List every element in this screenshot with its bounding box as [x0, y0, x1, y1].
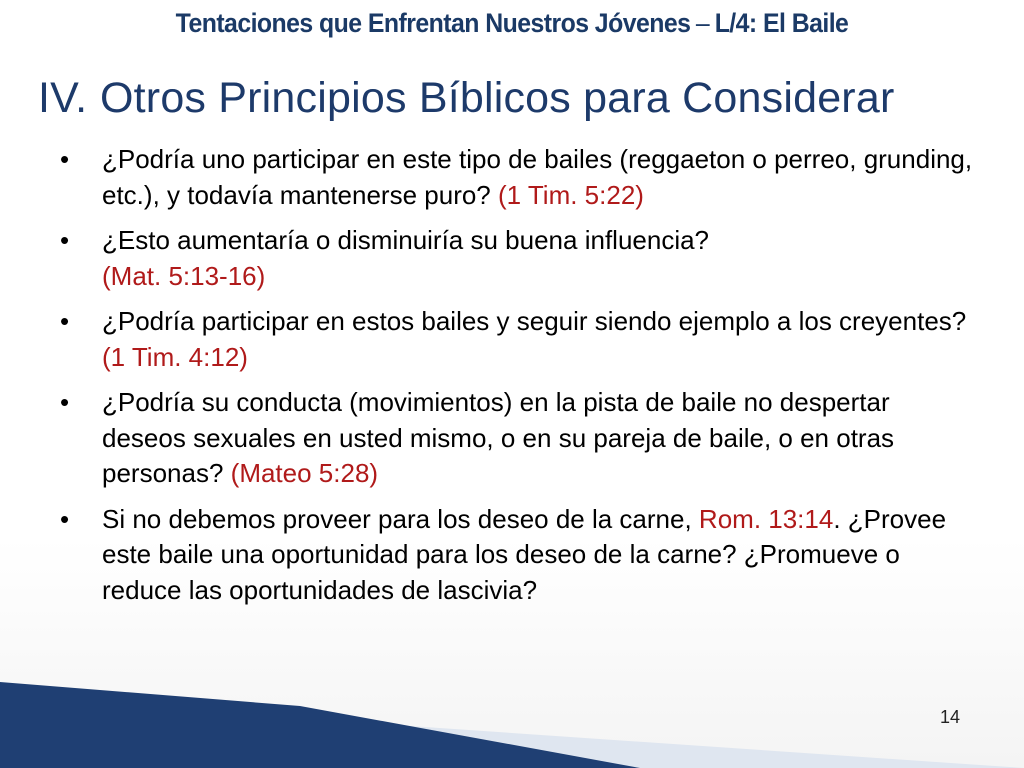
- scripture-reference: (1 Tim. 5:22): [498, 179, 644, 210]
- bullet-text: ¿Podría participar en estos bailes y seguir siendo ejemplo a los creyentes?: [102, 306, 967, 336]
- bullet-icon: •: [60, 144, 70, 174]
- scripture-reference: (1 Tim. 4:12): [102, 341, 248, 372]
- page-title: [38, 74, 894, 123]
- bullet-item: [60, 223, 980, 294]
- bullet-icon: •: [60, 387, 70, 417]
- section-title: Otros Principios Bíblicos para Considerar: [100, 74, 895, 122]
- bullet-icon: •: [60, 225, 70, 255]
- bullet-item: [60, 502, 980, 609]
- section-number: IV.: [38, 74, 88, 122]
- bullet-text: ¿Podría su conducta (movimientos) en la pista de baile no despertar deseos sexuales en usted mismo, o en su pareja de baile, o en otras personas?: [102, 387, 895, 488]
- bullet-icon: •: [60, 503, 70, 534]
- lesson-title: L/4: El Baile: [714, 8, 849, 38]
- scripture-reference: (Mateo 5:28): [230, 458, 379, 488]
- header-dash: –: [695, 8, 710, 38]
- bullet-text: ¿Esto aumentaría o disminuiría su buena influencia?: [102, 225, 710, 255]
- bullet-text: ¿Podría uno participar en este tipo de bailes (reggaeton o perreo, grunding, etc.), y todavía mantenerse puro?: [102, 144, 973, 210]
- slide-header: [41, 8, 983, 39]
- bullet-item: [60, 385, 980, 492]
- series-title: Tentaciones que Enfrentan Nuestros Jóvenes: [175, 8, 691, 38]
- footer-decoration: [0, 668, 1024, 768]
- bullet-list: [60, 142, 980, 618]
- bullet-text: Si no debemos proveer para los deseo de la carne,: [102, 503, 699, 534]
- bullet-item: [60, 304, 980, 375]
- scripture-reference: Rom. 13:14: [698, 503, 834, 534]
- page-number: 14: [939, 707, 960, 727]
- bullet-icon: •: [60, 306, 70, 336]
- scripture-reference: (Mat. 5:13-16): [102, 260, 266, 291]
- bullet-item: [60, 142, 980, 213]
- bullet-text-continued: . ¿Provee este baile una oportunidad para los deseo de la carne? ¿Promueve o reduce las oportunidades de lascivia?: [102, 503, 947, 605]
